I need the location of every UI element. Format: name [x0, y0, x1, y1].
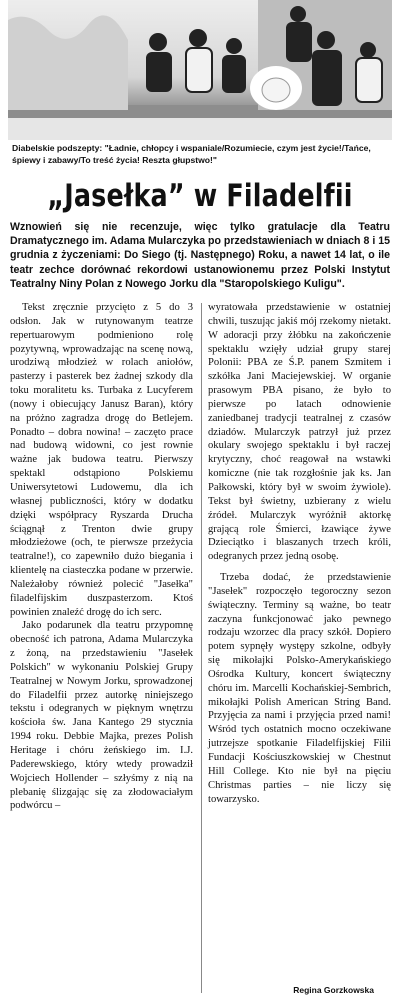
article-lead: Wznowień się nie recenzuje, więc tylko gratulacje dla Teatru Dramatycznego im. Adama Mularczyka po przedstawieniach w dniach 8 i 15 grudnia z życzeniami: Do Siego (tj. Następnego) Roku, a nawet 14 lat, o ile teatr zechce dorównać rekordowi ustanowionemu przez Polski Instytut Teatralny Niny Polan z Nowego Jorku dla "Staropolskiego Kuligu".	[10, 221, 390, 290]
photo-caption: Diabelskie podszepty: "Ładnie, chłopcy i wspaniale/Rozumiecie, czym jest życie!/Tańce, śpiewy i zabawy/To treść życia! Reszta głupstwo!"	[12, 143, 371, 165]
article-headline: „Jasełka” w Filadelfii	[47, 178, 353, 214]
author-byline: Regina Gorzkowska	[293, 985, 374, 996]
article-body	[8, 301, 392, 1001]
paragraph: wyratowała przedstawienie w ostatniej chwili, tuszując jakiś mój rzekomy nietakt. W adoracji przy żłóbku na zakończenie spektaklu wzięły udział grupy starej Polonii: PBA ze Ś.P. panem Szmitem i szkółka Jani Maciejewskiej. W organie prasowym PBA pisano, że było to pierwsze po latach odnowienie zaniedbanej tradycji teatralnej z czasów dziadów. Mularczyk patrzył już przez okulary swojego spektaklu i był raczej krytyczny, choć reagował na wstawki komiczne (nie tak rozgłośnie jak ks. Jan Pałkowski, który był w swoim żywiole). Tekst był świetny, uzbierany z wielu źródeł. Mularczyk wyróżnił aktorkę grającą role Śmierci, łzawiące żywe Dzieciątko i blaszanych trzech króli, odegranych przez jedną osobę.	[208, 302, 391, 563]
right-column	[208, 301, 391, 806]
stage-photo-icon	[8, 0, 392, 140]
paragraph: Tekst zręcznie przycięto z 5 do 3 odsłon. Jak w rutynowanym teatrze repertuarowym podmieniono rolę pozytywną, wprowadzając na scenę nową, urodziwą młodzież w rolach aniołów, pasterzy i pasterek bez żadnej szkody dla toku moralitetu ks. Turbaka z Lucyferem (nowy i obiecujący Janusz Baran), który na próżno zagradza drogę do Betlejem. Ponadto – dobra nowina! – zaczęto prace nad budową widowni, co jest rownie ważne jak budowa teatru. Pierwszy spektakl odstąpiono Polskiemu Uniwersytetowi Ludowemu, dla ich własnej publiczności, który w dodatku dzięki współpracy Ryszarda Drucha ściągnął z Trenton dwie grupy młodzieżowe (och, te pierwsze przeżycia teatralne!), co zapewniło dużo biegania i klientelę na ciasteczka podane w przerwie. Należałoby również polecić "Jasełka" filadelfijskim duszpasterzom. Ktoś powinien znaleźć drogę do ich serc.	[10, 302, 193, 618]
stage-photo	[8, 0, 392, 140]
column-divider	[201, 303, 202, 993]
paragraph: Jako podarunek dla teatru przypomnę obecność ich patrona, Adama Mularczyka z żoną, na przedstawieniu "Jasełek Polskich" w wykonaniu Polskiej Grupy Teatralnej w Nowym Jorku, sprowadzonej do Filadelfii przez autorkę niniejszego tekstu i odegranych w pięknym wnętrzu kościoła św. Jana Kantego 29 stycznia 1994 roku. Debbie Majka, prezes Polish Heritage i chóru żeńskiego im. I.J. Paderewskiego, który wtedy prowadził Wojciech Hollender – szłyśmy z nią na plebanię ślizgając się za złodowaciałym podwórcu –	[10, 620, 193, 812]
paragraph: Trzeba dodać, że przedstawienie "Jasełek" rozpoczęło tegoroczny sezon świąteczny. Terminy są ważne, bo teatr zaczyna funkcjonować jako pewnego rodzaju wzorzec dla pracy szkół. Dopiero potem sypnęły występy szkolne, odbyły się mikołajki Polsko-Amerykańskiego Ośrodka Kultury, koncert świąteczny chóru im. Marcelli Kochańskiej-Sembrich, mikołajki Polish American String Band. Przyjęcia za nami i przyjęcia przed nami! Wśród tych ostatnich mocno oczekiwane jutrzejsze spotkanie Filadelfijskiej Filii Fundacji Kościuszkowskiej w Chestnut Hill College. Kto nie był na pięciu Christmas parties – nie liczy się towarzysko.	[208, 572, 391, 805]
left-column	[10, 301, 193, 813]
